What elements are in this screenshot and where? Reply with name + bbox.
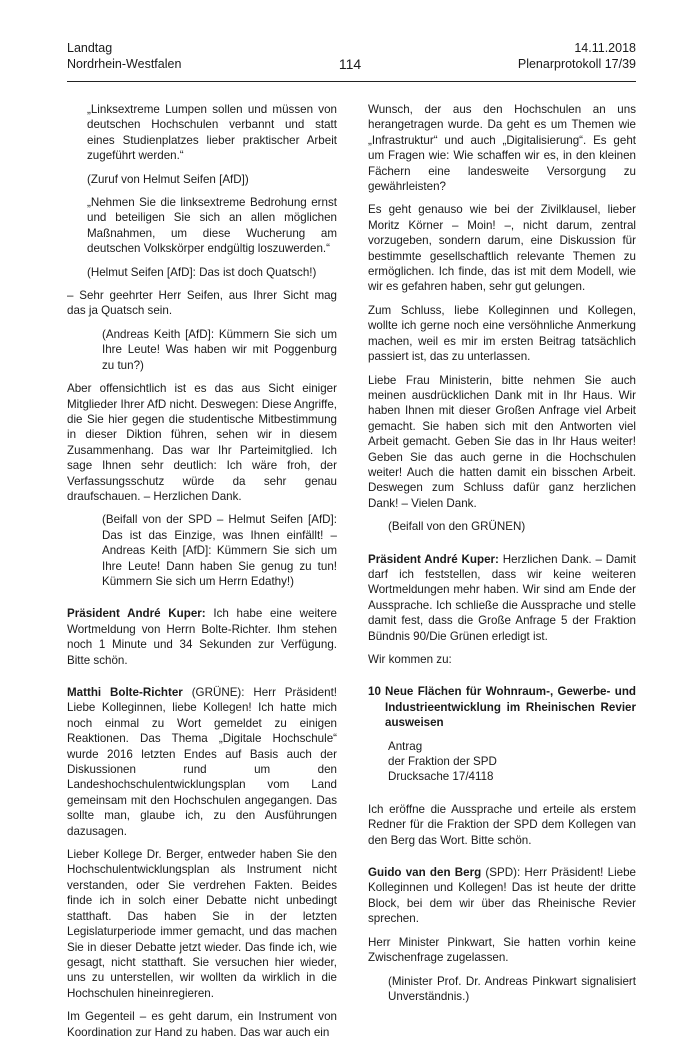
motion-reference — [388, 739, 636, 785]
speech-paragraph — [67, 685, 337, 839]
paragraph: Liebe Frau Ministerin, bitte nehmen Sie auch meinen ausdrücklichen Dank mit in Ihr Haus. Wir haben Ihnen mit dieser Großen Anfrage viel Arbeit gemacht. Sie haben sich mit den Antworten viel Arbeit gemacht. Geben Sie das in Ihr Haus weiter! Geben Sie das auch gerne in die Hochschulen weiter! Auch die hatten damit ein bisschen Arbeit. Deswegen zum Schluss dafür ganz herzlichen Dank! – Vielen Dank. — [368, 373, 636, 510]
interjection: (Beifall von den GRÜNEN) — [388, 520, 526, 534]
interjection: (Zuruf von Helmut Seifen [AfD]) — [87, 172, 249, 186]
agenda-item — [368, 684, 636, 730]
paragraph: Zum Schluss, liebe Kolleginnen und Kollegen, wollte ich gerne noch eine versöhnliche Anmerkung machen, weil es mir im ersten Beitrag tatsächlich passiert ist, das zu unterlassen. — [368, 303, 636, 364]
speech-text: (SPD): Herr Präsident! Liebe Kolleginnen und Kollegen! Das ist heute der dritte Block, bei dem wir über das Rheinische Revier sprechen. — [368, 866, 636, 926]
header-date: 14.11.2018 — [574, 41, 636, 55]
interjection: (Minister Prof. Dr. Andreas Pinkwart signalisiert Unverständnis.) — [388, 974, 636, 1003]
speech-paragraph — [368, 552, 636, 644]
speaker-name: Matthi Bolte-Richter — [67, 686, 183, 699]
header-state: Nordrhein-Westfalen — [67, 57, 182, 71]
speech-paragraph — [67, 606, 337, 668]
page-number: 114 — [338, 56, 362, 72]
paragraph: Wir kommen zu: — [368, 653, 452, 666]
speech-text: Ich habe eine weitere Wortmeldung von Herrn Bolte-Richter. Ihm stehen noch 1 Minute und 34 Sekunden zur Verfügung. Bitte schön. — [67, 607, 337, 667]
interjection: (Andreas Keith [AfD]: Kümmern Sie sich um Ihre Leute! Was haben wir mit Poggenburg zu tun?) — [102, 327, 337, 372]
left-column — [67, 102, 337, 1048]
motion-type: Antrag — [388, 739, 423, 753]
header-right — [518, 40, 636, 72]
paragraph: Lieber Kollege Dr. Berger, entweder haben Sie den Hochschulentwicklungsplan als Instrument nicht verstanden, oder Sie verdrehen Fakten. Beides finde ich in solch einer Debatte nicht unbedingt statthaft. Das haben Sie in der letzten Legislaturperiode immer gemacht, und das machen Sie in dieser Debatte jetzt wieder. Das finde ich, wie gesagt, nicht statthaft. Sie versuchen hier wieder, uns zu unterstellen, wir wollten da wirklich in die Hochschulen hineinregieren. — [67, 848, 337, 1000]
agenda-title: Neue Flächen für Wohnraum-, Gewerbe- und Industrieentwicklung im Rheinischen Revier ausweisen — [385, 685, 636, 730]
speech-paragraph — [368, 865, 636, 927]
speaker-name: Guido van den Berg — [368, 866, 482, 880]
paragraph: Herr Minister Pinkwart, Sie hatten vorhin keine Zwischenfrage zugelassen. — [368, 935, 636, 965]
paragraph: Im Gegenteil – es geht darum, ein Instrument von Koordination zur Hand zu haben. Das war auch ein — [67, 1010, 337, 1039]
interjection: (Helmut Seifen [AfD]: Das ist doch Quatsch!) — [87, 265, 317, 279]
quote-paragraph: „Nehmen Sie die linksextreme Bedrohung ernst und beteiligen Sie sich an allen möglichen Maßnahmen, um diese Wucherung am deutschen Volkskörper endgültig loszuwerden.“ — [87, 196, 337, 256]
paragraph: Aber offensichtlich ist es das aus Sicht einiger Mitglieder Ihrer AfD nicht. Deswegen: Diese Angriffe, die Sie hier gegen die studentische Mitbestimmung in dieser Diktion führen, sehen wir in diesem Zusammenhang. Das war Ihr Parteimitglied. Ich sage Ihnen sehr deutlich: Ich wäre froh, der Verfassungsschutz würde da sehr genau draufschauen. – Herzlichen Dank. — [67, 382, 337, 503]
speech-text: Herzlichen Dank. – Damit darf ich feststellen, dass wir keine weiteren Wortmeldungen mehr haben. Wir sind am Ende der Aussprache. Ich schließe die Aussprache und stelle damit fest, dass die Große Anfrage 5 der Fraktion Bündnis 90/Die Grünen erledigt ist. — [368, 552, 637, 643]
right-column — [368, 102, 636, 1012]
motion-document: Drucksache 17/4118 — [388, 770, 494, 784]
paragraph: Wunsch, der aus den Hochschulen an uns herangetragen wurde. Da geht es um Themen wie „Infrastruktur“ und auch „Digitalisierung“. Es geht um Fragen wie: Wie schaffen wir es, in den kleinen Fächern eine landesweite Versorgung zu gewährleisten? — [368, 103, 636, 194]
speaker-name: Präsident André Kuper: — [368, 552, 499, 566]
paragraph: Ich eröffne die Aussprache und erteile als erstem Redner für die Fraktion der SPD dem Kollegen van den Berg das Wort. Bitte schön. — [368, 802, 636, 847]
agenda-number: 10 — [368, 685, 381, 699]
header-rule — [67, 81, 636, 82]
interjection: (Beifall von der SPD – Helmut Seifen [AfD]: Das ist das Einzige, was Ihnen einfällt! – Andreas Keith [AfD]: Kümmern Sie sich um Ihre Leute! Dann haben Sie genug zu tun! Kümmern Sie sich um Herrn Edathy!) — [102, 513, 337, 588]
header-protocol: Plenarprotokoll 17/39 — [517, 57, 636, 71]
header-parliament: Landtag — [67, 41, 113, 55]
paragraph: – Sehr geehrter Herr Seifen, aus Ihrer Sicht mag das ja Quatsch sein. — [67, 289, 337, 318]
quote-paragraph: „Linksextreme Lumpen sollen und müssen von deutschen Hochschulen verbannt und statt eines Studienplatzes lieber praktischer Arbeit zugeführt werden.“ — [87, 103, 337, 163]
paragraph: Es geht genauso wie bei der Zivilklausel, lieber Moritz Körner – Moin! –, nicht darum, zentral vorzugeben, sondern darum, eine Diskussion für bestimmte gesellschaftlich relevante Themen zu ermöglichen. Ich finde, das ist mit dem Modell, wie wir es gefahren haben, sehr gut gelungen. — [368, 203, 636, 294]
motion-faction: der Fraktion der SPD — [388, 755, 497, 769]
speech-text: (GRÜNE): Herr Präsident! Liebe Kolleginnen, liebe Kollegen! Ich hatte mich noch einmal zu Wort gemeldet zu einigen Reaktionen. Das Thema „Digitale Hochschule“ wurde 2016 letzten Endes auf Basis auch der Diskussionen rund um den Landeshochschulentwicklungsplan vom Land gemeinsam mit den Hochschulen angegangen. Das sollte man, glaube ich, zu den Ausführungen dazusagen. — [67, 686, 338, 838]
speaker-name: Präsident André Kuper: — [67, 607, 206, 621]
